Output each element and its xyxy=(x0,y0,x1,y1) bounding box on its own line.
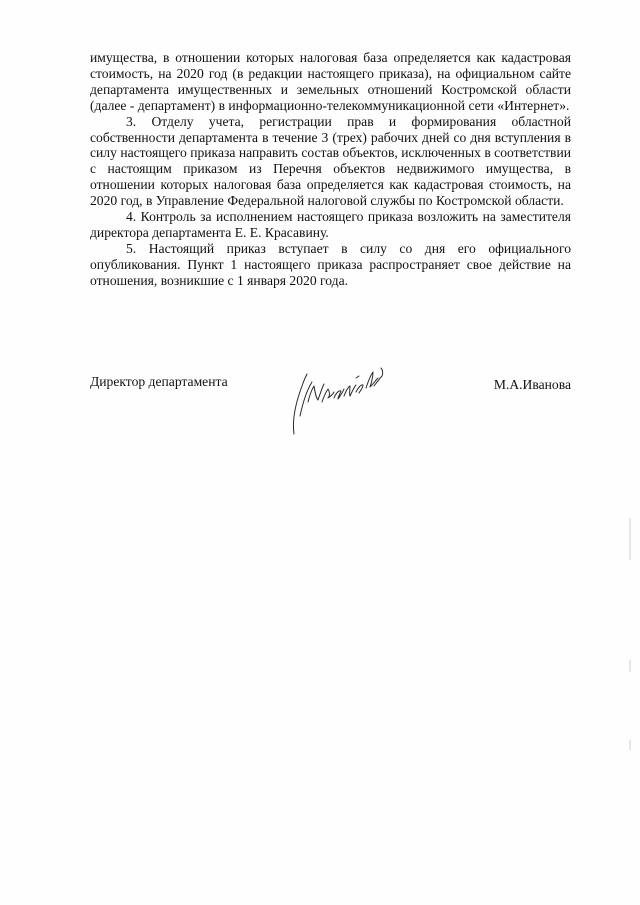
paragraph-item-3: 3. Отделу учета, регистрации прав и формирования областной собственности департамента в течение 3 (трех) рабочих дней со дня вступления в силу настоящего приказа направить состав объектов, исключенных в соответствии с настоящим приказом из Перечня объектов недвижимого имущества, в отношении которых налоговая база определяется как кадастровая стоимость, на 2020 год, в Управление Федеральной налоговой службы по Костромской области. xyxy=(90,113,571,209)
document-body xyxy=(90,50,571,289)
signatory-name: М.А.Иванова xyxy=(493,377,571,392)
handwritten-signature xyxy=(270,356,410,436)
signature-block xyxy=(90,372,571,442)
paragraph-item-4: 4. Контроль за исполнением настоящего приказа возложить на заместителя директора департамента Е. Е. Красавину. xyxy=(90,209,571,240)
scan-edge-marks xyxy=(627,500,633,760)
paragraph-continuation: имущества, в отношении которых налоговая база определяется как кадастровая стоимость, на 2020 год (в редакции настоящего приказа), на официальном сайте департамента имущественных и земельных отношений Костромской области (далее - департамент) в информационно-телекоммуникационной сети «Интернет». xyxy=(90,50,571,113)
paragraph-item-5: 5. Настоящий приказ вступает в силу со дня его официального опубликования. Пункт 1 настоящего приказа распространяет свое действие на отношения, возникшие с 1 января 2020 года. xyxy=(90,240,571,288)
signatory-title: Директор департамента xyxy=(90,374,228,389)
